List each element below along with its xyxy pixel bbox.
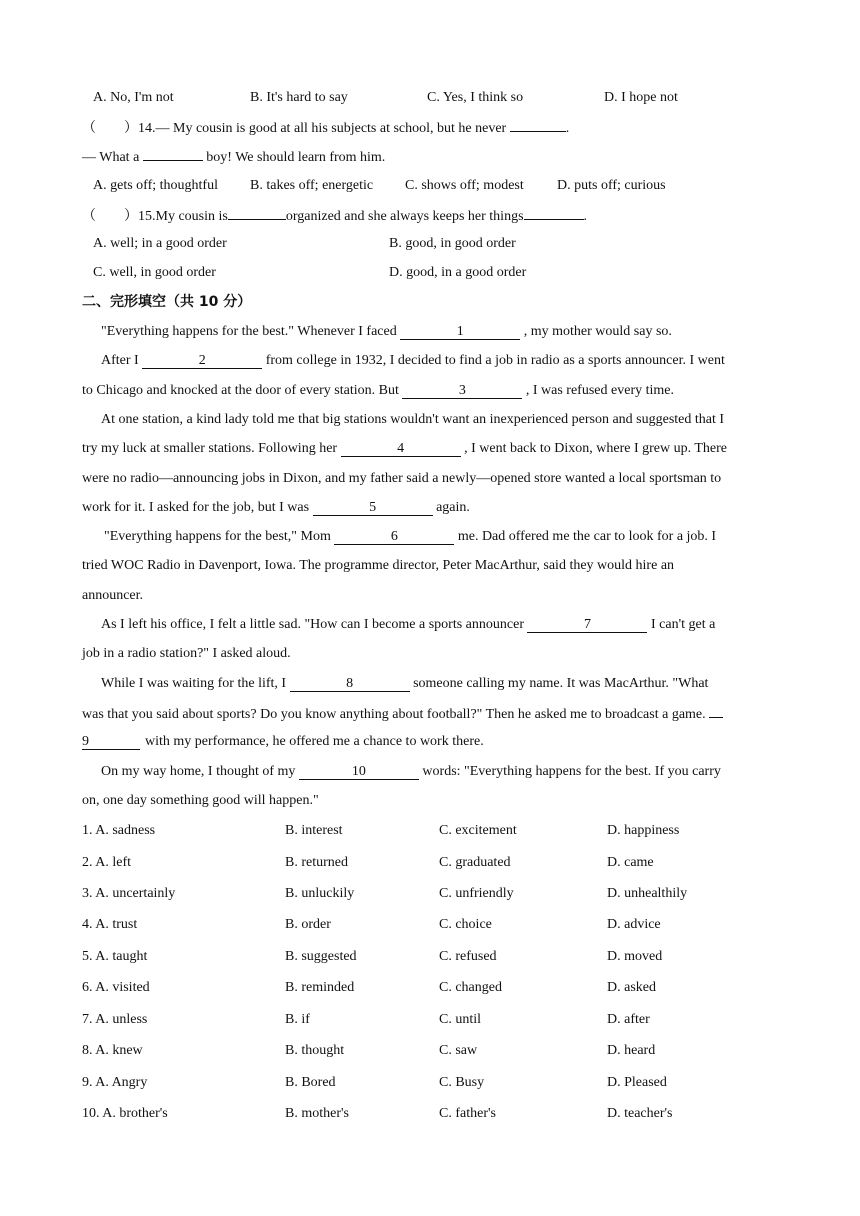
cloze-blank-2: 2 — [142, 353, 262, 369]
option-a: 6. A. visited — [82, 980, 150, 995]
passage-text: me. Dad offered me the car to look for a job. I — [454, 529, 717, 544]
option-c: C. until — [439, 1012, 482, 1027]
q14-option-a: A. gets off; thoughtful — [93, 178, 218, 193]
option-d: D. came — [607, 855, 654, 870]
passage-line — [82, 704, 723, 724]
option-b: B. order — [285, 917, 331, 932]
passage-text: work for it. I asked for the job, but I was — [82, 500, 313, 515]
passage-text: As I left his office, I felt a little sad. "How can I become a sports announcer — [101, 617, 528, 632]
q15-option-a: A. well; in a good order — [93, 236, 227, 251]
passage-line — [101, 352, 725, 370]
passage-text: , I was refused every time. — [522, 383, 674, 398]
option-d: D. asked — [607, 980, 656, 995]
option-a: 9. A. Angry — [82, 1075, 148, 1090]
option-c: C. excitement — [439, 823, 517, 838]
q15-stem-middle: organized and she always keeps her things — [285, 209, 524, 224]
q15-option-d: D. good, in a good order — [389, 265, 527, 280]
passage-text: "Everything happens for the best." Whenever I faced — [101, 324, 401, 339]
option-d: D. unhealthily — [607, 886, 688, 901]
passage-line — [101, 323, 672, 341]
passage-text: again. — [432, 500, 470, 515]
q15-blank-2 — [524, 206, 584, 220]
option-b: B. thought — [285, 1043, 345, 1058]
q15-option-b: B. good, in good order — [389, 236, 516, 251]
option-c: C. choice — [439, 917, 492, 932]
option-b: B. unluckily — [285, 886, 355, 901]
option-d: D. after — [607, 1012, 650, 1027]
passage-line: At one station, a kind lady told me that big stations wouldn't want an inexperienced person and suggested that I — [101, 412, 725, 427]
passage-line: announcer. — [82, 588, 144, 603]
q13-option-c: C. Yes, I think so — [427, 90, 524, 105]
q15-stem — [82, 206, 587, 226]
option-d: D. advice — [607, 917, 661, 932]
cloze-blank-9: 9 — [82, 734, 140, 750]
option-b: B. suggested — [285, 949, 357, 964]
option-c: C. unfriendly — [439, 886, 514, 901]
option-b: B. mother's — [285, 1106, 349, 1121]
option-a: 10. A. brother's — [82, 1106, 168, 1121]
passage-text: "Everything happens for the best," Mom — [104, 529, 335, 544]
cloze-blank-8: 8 — [290, 676, 410, 692]
passage-line — [82, 382, 674, 400]
option-b: B. if — [285, 1012, 310, 1027]
passage-line: were no radio—announcing jobs in Dixon, and my father said a newly—opened store wanted a local sportsman to — [82, 471, 722, 486]
q14-blank-2 — [143, 147, 203, 161]
option-b: B. interest — [285, 823, 343, 838]
option-c: C. refused — [439, 949, 497, 964]
option-a: 2. A. left — [82, 855, 131, 870]
passage-text: On my way home, I thought of my — [101, 764, 299, 779]
option-d: D. happiness — [607, 823, 680, 838]
passage-text: was that you said about sports? Do you know anything about football?" Then he asked me to broadcast a game. — [82, 707, 710, 722]
passage-text: from college in 1932, I decided to find a job in radio as a sports announcer. I went — [262, 353, 725, 368]
passage-line: tried WOC Radio in Davenport, Iowa. The programme director, Peter MacArthur, said they would hire an — [82, 558, 675, 573]
option-d: D. Pleased — [607, 1075, 667, 1090]
passage-line — [101, 675, 708, 693]
passage-line: job in a radio station?" I asked aloud. — [82, 646, 291, 661]
option-b: B. Bored — [285, 1075, 336, 1090]
passage-text: try my luck at smaller stations. Following her — [82, 441, 341, 456]
cloze-blank-3: 3 — [402, 383, 522, 399]
cloze-blank-5: 5 — [313, 500, 433, 516]
passage-line — [82, 499, 470, 517]
passage-text: After I — [101, 353, 143, 368]
passage-line — [104, 528, 716, 546]
q14-reply-suffix: boy! We should learn from him. — [202, 150, 386, 165]
option-c: C. Busy — [439, 1075, 485, 1090]
option-a: 7. A. unless — [82, 1012, 148, 1027]
option-c: C. saw — [439, 1043, 478, 1058]
option-d: D. moved — [607, 949, 663, 964]
q15-option-c: C. well, in good order — [93, 265, 216, 280]
q13-option-a: A. No, I'm not — [93, 90, 174, 105]
option-a: 4. A. trust — [82, 917, 138, 932]
q14-option-d: D. puts off; curious — [557, 178, 666, 193]
q15-stem-prefix: （ ）15.My cousin is — [82, 209, 228, 224]
passage-text: I can't get a — [647, 617, 716, 632]
cloze-blank-6: 6 — [334, 529, 454, 545]
passage-line — [82, 733, 484, 751]
passage-line — [82, 440, 727, 458]
q14-stem — [82, 118, 569, 138]
passage-line — [101, 763, 721, 781]
q14-stem-suffix: . — [565, 121, 570, 136]
option-a: 1. A. sadness — [82, 823, 156, 838]
option-c: C. father's — [439, 1106, 496, 1121]
section-2-title: 二、完形填空（共 10 分） — [82, 294, 252, 310]
q14-reply — [82, 147, 385, 167]
passage-line: on, one day something good will happen." — [82, 793, 319, 808]
passage-text: to Chicago and knocked at the door of every station. But — [82, 383, 403, 398]
cloze-blank-7: 7 — [527, 617, 647, 633]
passage-line — [101, 616, 715, 634]
q14-blank-1 — [510, 118, 566, 132]
q14-stem-prefix: （ ）14.— My cousin is good at all his subjects at school, but he never — [82, 121, 510, 136]
option-c: C. changed — [439, 980, 502, 995]
passage-text: words: "Everything happens for the best. If you carry — [418, 764, 721, 779]
option-d: D. teacher's — [607, 1106, 673, 1121]
passage-text: , my mother would say so. — [520, 324, 672, 339]
option-c: C. graduated — [439, 855, 511, 870]
q14-option-b: B. takes off; energetic — [250, 178, 374, 193]
option-d: D. heard — [607, 1043, 656, 1058]
option-a: 5. A. taught — [82, 949, 148, 964]
cloze-blank-1: 1 — [400, 324, 520, 340]
option-a: 8. A. knew — [82, 1043, 143, 1058]
option-a: 3. A. uncertainly — [82, 886, 176, 901]
q14-option-c: C. shows off; modest — [405, 178, 524, 193]
cloze-blank-4: 4 — [341, 441, 461, 457]
passage-text: with my performance, he offered me a chance to work there. — [145, 734, 484, 749]
option-b: B. reminded — [285, 980, 355, 995]
passage-text: someone calling my name. It was MacArthur. "What — [409, 676, 709, 691]
cloze-blank-10: 10 — [299, 764, 419, 780]
passage-text: , I went back to Dixon, where I grew up. There — [460, 441, 728, 456]
passage-text: While I was waiting for the lift, I — [101, 676, 290, 691]
option-b: B. returned — [285, 855, 348, 870]
q15-stem-suffix: . — [583, 209, 588, 224]
cloze-blank-9-start — [709, 704, 723, 718]
q15-blank-1 — [228, 206, 286, 220]
q13-option-d: D. I hope not — [604, 90, 678, 105]
q14-reply-prefix: — What a — [82, 150, 143, 165]
q13-option-b: B. It's hard to say — [250, 90, 348, 105]
